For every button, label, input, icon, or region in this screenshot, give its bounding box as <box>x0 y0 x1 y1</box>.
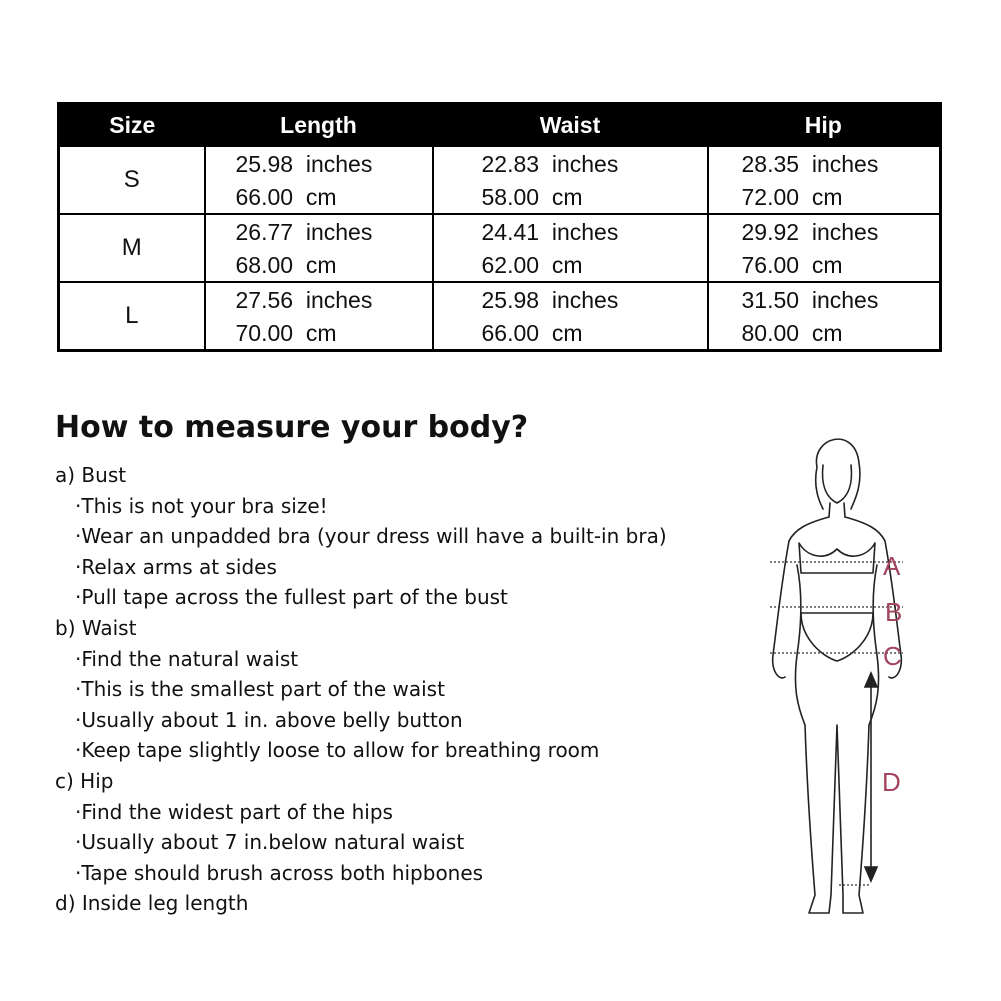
length-inches: 27.56 inches <box>235 287 373 313</box>
guide-section-hip <box>55 766 735 888</box>
guide-section-inside-leg <box>55 888 735 919</box>
waist-cell <box>433 282 708 351</box>
waist-inches: 25.98 inches <box>481 287 619 313</box>
length-cm: 68.00 cm <box>235 252 337 278</box>
guide-tip: ·This is the smallest part of the waist <box>75 677 445 702</box>
length-cell <box>205 282 433 351</box>
waist-cm: 62.00 cm <box>481 252 583 278</box>
guide-tip: ·This is not your bra size! <box>75 493 328 518</box>
face-outline <box>823 465 852 503</box>
table-row <box>59 282 941 351</box>
waist-inches: 22.83 inches <box>481 151 619 177</box>
length-cm: 70.00 cm <box>235 320 337 346</box>
hip-cm: 72.00 cm <box>741 184 843 210</box>
hip-inches: 31.50 inches <box>741 287 879 313</box>
guide-tip: ·Pull tape across the fullest part of the bust <box>75 585 508 610</box>
marker-b: B <box>885 597 903 627</box>
guide-tip: ·Usually about 7 in.below natural waist <box>75 830 465 855</box>
marker-d: D <box>882 767 901 797</box>
waist-inches: 24.41 inches <box>481 219 619 245</box>
neck-outline <box>829 503 845 517</box>
table-row <box>59 146 941 214</box>
waist-cell <box>433 146 708 214</box>
briefs-outline <box>801 613 873 661</box>
measurement-guide <box>55 460 735 919</box>
hip-cm: 80.00 cm <box>741 320 843 346</box>
length-cell <box>205 146 433 214</box>
waist-cm: 58.00 cm <box>481 184 583 210</box>
guide-tip: ·Find the widest part of the hips <box>75 799 393 824</box>
size-label: M <box>59 214 205 282</box>
hip-cm: 76.00 cm <box>741 252 843 278</box>
length-cm: 66.00 cm <box>235 184 337 210</box>
guide-tip: ·Tape should brush across both hipbones <box>75 860 484 885</box>
waist-cell <box>433 214 708 282</box>
section-heading: b) Waist <box>55 615 137 640</box>
hip-cell <box>708 146 941 214</box>
hip-inches: 28.35 inches <box>741 151 879 177</box>
body-measurement-figure <box>755 425 930 925</box>
guide-tip: ·Usually about 1 in. above belly button <box>75 707 463 732</box>
header-hip: Hip <box>708 104 941 147</box>
length-cell <box>205 214 433 282</box>
header-size: Size <box>59 104 205 147</box>
length-inches: 25.98 inches <box>235 151 373 177</box>
size-chart-table <box>57 102 942 352</box>
guide-section-bust <box>55 460 735 613</box>
bra-outline <box>799 543 875 573</box>
guide-tip: ·Relax arms at sides <box>75 554 277 579</box>
header-waist: Waist <box>433 104 708 147</box>
section-heading: c) Hip <box>55 768 114 793</box>
marker-a: A <box>883 551 901 581</box>
table-row <box>59 214 941 282</box>
waist-cm: 66.00 cm <box>481 320 583 346</box>
hip-cell <box>708 214 941 282</box>
guide-title: How to measure your body? <box>55 410 529 445</box>
marker-c: C <box>883 641 902 671</box>
table-header-row <box>59 104 941 147</box>
guide-section-waist <box>55 613 735 766</box>
guide-tip: ·Wear an unpadded bra (your dress will have a built-in bra) <box>75 524 667 549</box>
hip-inches: 29.92 inches <box>741 219 879 245</box>
size-label: L <box>59 282 205 351</box>
section-heading: d) Inside leg length <box>55 891 249 916</box>
guide-tip: ·Keep tape slightly loose to allow for breathing room <box>75 738 600 763</box>
length-inches: 26.77 inches <box>235 219 373 245</box>
header-length: Length <box>205 104 433 147</box>
waist-outline <box>795 565 878 725</box>
section-heading: a) Bust <box>55 463 127 487</box>
hip-cell <box>708 282 941 351</box>
guide-tip: ·Find the natural waist <box>75 646 299 671</box>
size-label: S <box>59 146 205 214</box>
